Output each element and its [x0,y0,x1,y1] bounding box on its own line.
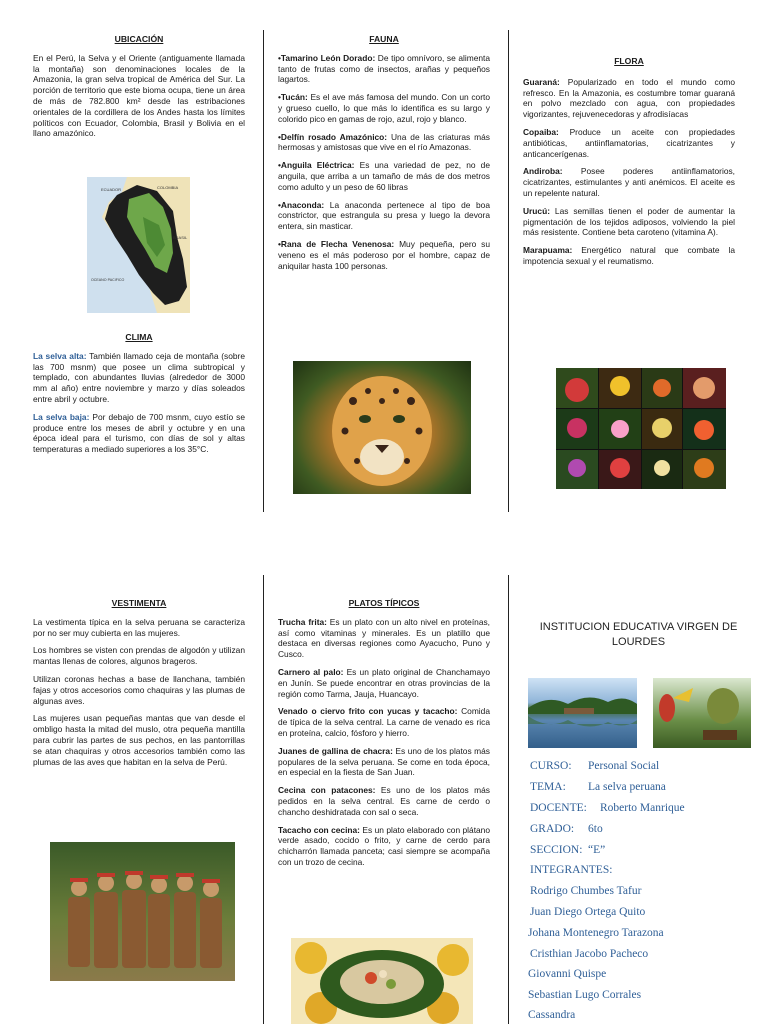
fauna-item-text: De tipo omnívoro, se alimenta tanto de frutas como de insectos, arañas y pequeños lagartos. [278,52,490,85]
fauna-item-term: •Anguila Eléctrica: [278,160,355,171]
flora-item [523,245,735,267]
flora-item [523,77,735,120]
plato-item [278,667,490,699]
river-landscape-image [528,678,637,748]
integrante-name: Rodrigo Chumbes Tafur [530,885,642,897]
flora-item-text: Las semillas tienen el poder de aumentar la pigmentación de los tejidos adiposos, volviendo la piel más resistente. Contiene beta caroteno (vitamina A). [523,205,735,238]
plato-item-term: Venado o ciervo frito con yucas y tacacho: [278,706,458,717]
vestimenta-heading: VESTIMENTA [111,598,167,608]
curso-value: Personal Social [588,760,660,772]
plato-item-term: Tacacho con cecina: [278,824,360,835]
flora-item [523,166,735,198]
integrante-name: Sebastian Lugo Corrales [528,989,642,1001]
info-row-grado [530,823,603,835]
integrante-name: Cassandra [528,1009,576,1021]
integrante-name: Giovanni Quispe [528,968,607,980]
clima-alta-text: También llamado ceja de montaña (sobre las 700 msnm) que posee un clima subtropical y templado, con abundantes lluvias (alrededor de 3000 mm al año) entre noviembre y marzo y días soleados entre abril y octubre. [33,350,245,404]
plato-item [278,785,490,817]
vestimenta-paragraph: La vestimenta típica en la selva peruana se caracteriza por no ser muy cubierta en las mujeres. [33,616,245,638]
flora-item-text: Energético natural que combate la impotencia sexual y el reumatismo. [523,245,735,266]
column-divider-bottom-left [263,575,264,1024]
plato-item-text: Es uno de los platos más pedidos en la selva central. Es carne de cerdo o chancho deshidratada con sal o seca. [278,785,490,817]
curso-label: CURSO: [530,760,572,772]
platos-section [278,598,490,875]
fauna-item-term: •Tucán: [278,92,308,103]
fauna-section [278,34,490,278]
flora-item-term: Marapuama: [523,245,573,256]
fauna-item-term: •Rana de Flecha Venenosa: [278,238,395,249]
fauna-item [278,160,490,192]
seccion-value: “E” [588,844,606,856]
column-divider-top-right [508,30,509,512]
flora-item-term: Copaiba: [523,126,559,137]
seccion-label: SECCION: [530,844,583,856]
vestimenta-paragraph: Las mujeres usan pequeñas mantas que van desde el ombligo hasta la mitad del muslo, otra pequeña mantilla para cubrir las partes de sus pechos, en las pantorrillas se atan chaquiras y otros accesorios también como las plumas de las aves que habitan en la selva de Perú. [33,713,245,767]
grado-label: GRADO: [530,823,575,835]
integrante-name: Cristhian Jacobo Pacheco [530,948,649,960]
flora-item-term: Andiroba: [523,166,563,177]
vestimenta-paragraph: Los hombres se visten con prendas de algodón y utilizan mantas llenas de colores, algunos brageros. [33,645,245,667]
plato-item-term: Trucha frita: [278,616,327,627]
fauna-item-term: •Delfín rosado Amazónico: [278,131,388,142]
plato-item [278,706,490,738]
jungle-animals-image [653,678,751,748]
fauna-heading: FAUNA [369,34,399,44]
jaguar-image [293,361,471,494]
ubicacion-text: En el Perú, la Selva y el Oriente (antiguamente llamada la montaña) son denominaciones locales de la Amazonia, la gran selva tropical de América del Sur. La porción de territorio que este bioma ocupa, tiene un área de más de 782.800 km² desde las estribaciones orientales de la cordillera de los Andes hasta los límites políticos con Ecuador, Colombia, Brasil y Bolivia en el llano amazónico. [33,52,245,139]
integrantes-label: INTEGRANTES: [530,864,613,876]
fauna-item [278,239,490,271]
plato-item [278,746,490,778]
flora-item-text: Popularizado en todo el mundo como refresco. En la Amazonia, es costumbre tomar guaraná en polvo mezclado con agua, con propiedades vigorizantes, rejuvenecedoras y afrodisíacas [523,76,735,120]
flora-item-text: Posee poderes antiinflamatorios, cicatrizantes, estimulantes y anti anémicos. El aceite es un repelente natural. [523,166,735,198]
flora-item [523,127,735,159]
traditional-clothing-image [50,842,235,981]
column-divider-bottom-right [508,575,509,1024]
fauna-item-text: Muy pequeña, pero su veneno es el más poderoso por el hombre, capaz de aniquilar hasta 100 personas. [278,238,491,271]
flora-item-text: Produce un aceite con propiedades antibióticas, antiinflamatorias, cicatrizantes y anticancerígenas. [523,126,735,159]
ubicacion-section [33,34,245,146]
vestimenta-section [33,598,245,774]
clima-baja-text: Por debajo de 700 msnm, cuyo estío se produce entre los meses de abril y octubre y en una época ideal para el turismo, con días de sol y altas temperaturas a mediado superiores a los 35°C. [33,411,246,455]
tema-label: TEMA: [530,781,566,793]
plato-item [278,825,490,868]
map-label-ocean: OCEANO PACIFICO [91,278,125,282]
clima-baja-paragraph [33,412,245,455]
plato-item-term: Juanes de gallina de chacra: [278,745,393,756]
peru-map-image [87,177,190,313]
flora-item-term: Urucú: [523,205,550,216]
institution-title: INSTITUCION EDUCATIVA VIRGEN DE LOURDES [539,621,738,648]
flora-section [523,56,735,274]
plato-item-text: Es un plato con un alto nivel en proteínas, así como vitaminas y minerales. Es un platillo que destaca en diversas regiones como Ayacucho, Puno y Cusco. [278,616,490,660]
clima-alta-paragraph [33,351,245,405]
plato-item-text: Comida de típica de la selva central. La carne de venado es rica en proteína, calcio, fósforo y hierro. [278,706,490,738]
plato-item [278,617,490,660]
fauna-item-text: La anaconda pertenece al tipo de boa constrictor, que estrangula su presa y luego la devora entera, sin masticar. [278,199,490,232]
clima-baja-term: La selva baja: [33,411,90,422]
integrante-name: Juan Diego Ortega Quito [530,906,646,918]
fauna-item-text: Es una variedad de pez, no de anguila, que arriba a un tamaño de más de dos metros como adulto y un peso de 60 libras [278,160,490,192]
plato-item-term: Carnero al palo: [278,666,344,677]
vestimenta-paragraph: Utilizan coronas hechas a base de llanchana, también fajas y otros accesorios como chaquiras y las plumas de algunas aves. [33,673,245,706]
fauna-item [278,200,490,232]
flora-heading: FLORA [614,56,644,66]
info-row-tema [530,781,666,793]
flora-item-term: Guaraná: [523,76,560,87]
platos-heading: PLATOS TÍPICOS [348,598,420,608]
map-label-colombia: COLOMBIA [157,185,179,190]
fauna-item [278,132,490,154]
clima-section [33,332,245,462]
map-label-ecuador: ECUADOR [101,187,122,192]
fauna-item-term: •Tamarino León Dorado: [278,52,376,63]
flora-collage-image [556,368,726,489]
typical-dish-image [291,938,473,1024]
fauna-item-text: Es el ave más famosa del mundo. Con un corto y grueso cuello, lo que más lo identifica es su largo y colorido pico en gamas de rojo, azul, rojo y blanco. [278,92,490,124]
fauna-item [278,53,490,85]
docente-value: Roberto Manrique [600,802,685,814]
fauna-item-term: •Anaconda: [278,199,325,210]
plato-item-text: Es un plato elaborado con plátano verde asado, cocido o frito, y carne de cerdo para chicharrón llamada panceta; casi siempre se acompaña con un trozo de cecina. [278,824,490,867]
clima-alta-term: La selva alta: [33,350,87,361]
clima-heading: CLIMA [125,332,153,342]
fauna-item-text: Una de las criaturas más hermosas y amistosas que vive en el río Amazonas. [278,131,490,153]
plato-item-text: Es uno de los platos más populares de la selva peruana. Se come en toda época, en especial en la fiesta de San Juan. [278,745,490,778]
integrante-name: Johana Montenegro Tarazona [528,927,664,939]
info-row-seccion [530,844,605,856]
grado-value: 6to [588,823,603,835]
info-row-curso [530,760,659,772]
ubicacion-heading: UBICACIÓN [114,34,164,44]
cover-info [530,760,760,1024]
fauna-item [278,92,490,124]
plato-item-text: Es un plato original de Chanchamayo en Junín. Se puede encontrar en otras provincias de la región como Tarma, Jauja, Huancayo. [278,666,490,699]
docente-label: DOCENTE: [530,802,587,814]
info-row-docente [530,802,685,814]
tema-value: La selva peruana [588,781,666,793]
flora-item [523,206,735,238]
plato-item-term: Cecina con patacones: [278,785,376,796]
column-divider-top-left [263,30,264,512]
map-label-brasil: BRASIL [173,235,188,240]
